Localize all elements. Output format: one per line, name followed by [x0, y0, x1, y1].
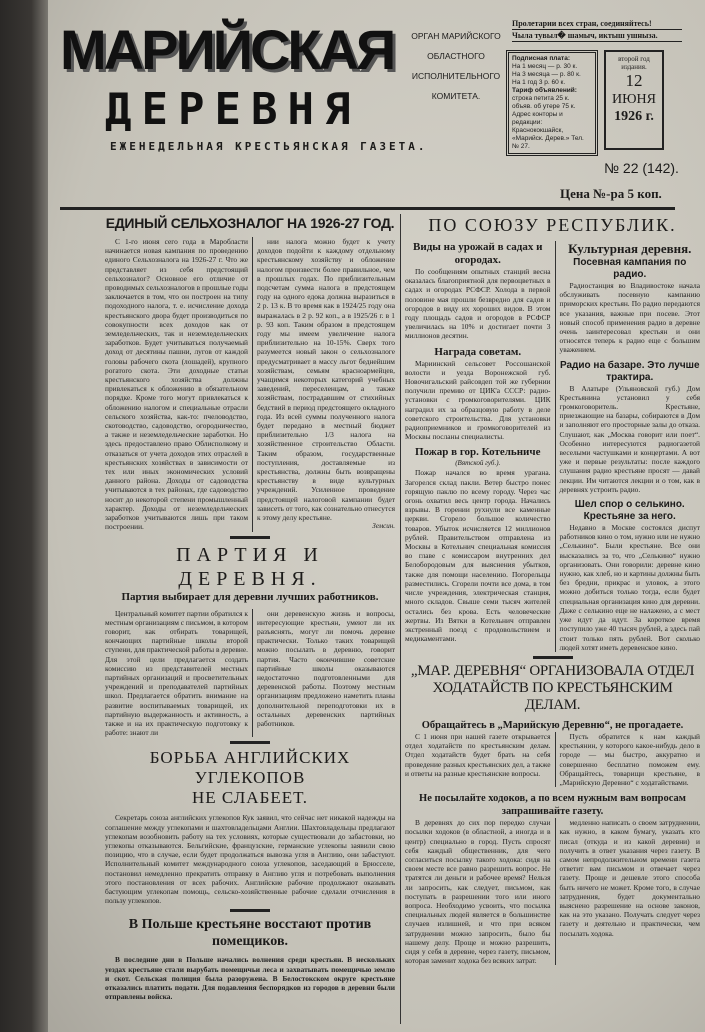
fire-place: (Вятской губ.). [455, 459, 501, 468]
petitions-text: Пусть обратится к нам каждый крестьянин, у которого какое-нибудь дело в городе — мы быстро, аккуратно и совершенно бесплатно поможем ему. Обращайтесь, товарищи крестьяне, в „Марийскую Деревню“ с ходатайствами. [559, 731, 700, 787]
subscription-box [506, 50, 598, 156]
petitions-col2 [555, 732, 701, 787]
subscription-line: На 3 месяца — р. 80 к. [512, 71, 581, 78]
award-text-block [405, 359, 551, 442]
subscription-line: Тариф объявлений: [512, 87, 577, 94]
petitions-text: медленно написать о своем затруднении, как нужно, в каком бумагу, указать кто писал (откуда и из какой деревни) и получить в ответ указания через газету. В самом непродолжительном времени газета ответит вам письмом и отвечает через газету. Проще и дешевле этого способа быть ничего не может. Кроме того, в случае затруднения, будет документально выяснено разрешение на основе законов, как на это указано. Получать следует через газету и деятельно и практически, чем посылать ходока. [559, 818, 700, 938]
party-columns [105, 609, 395, 738]
tax-text: нии налога можно будет к учету доходов подойти к каждому отдельному крестьянскому хозяйству и обложение налогом произвести более правильное, чем в прошлых годах. По приблизительным подсчетам сумма налога в предстоящем году на одного едока должна выразиться в 2 р. 13 к. В то время как в 1924/25 году она выражалась в 2 р. 92 коп., а в 1925/26 г. в 1 р. 93 коп. Таким образом в предстоящем году мы имеем увеличение налога приблизительно на 10-15%. Сверх того разумеется новый закон о сельхозналоге предусматривает в массу льгот беднейшим хозяйствам, семьям красноармейцев, учащимся некоторых категорий учебных заведений, переселенцам, а также хозяйствам, пострадавшим от стихийных бедствий в период предстоящего окладного года. Из всей суммы полученного налога будет передано в местный бюджет приблизительно 1/3 налога на хозяйственное строительство Области. Таким образом, государственные поступления, доставляемые из крестьянства, должны быть возвращены крестьянству в виде культурных учреждений. Усиленное проведение предстоящей налоговой кампании будет зависеть от того, как сознательно отнесутся к этому делу крестьяне. [257, 237, 395, 523]
poland-headline-line: помещиков. [211, 934, 289, 950]
section-rule [230, 741, 270, 744]
subscription-line: Подписная плата: [512, 55, 570, 62]
radio-sowing-headline: Посевная кампания по радио. [573, 257, 687, 280]
date-box [604, 50, 664, 150]
petitions-col3 [405, 818, 551, 965]
miners-headline-line: НЕ СЛАБЕЕТ. [191, 788, 309, 808]
fire-text-block [405, 468, 551, 643]
miners-text: Секретарь союза английских углекопов Кук заявил, что сейчас нет никакой надежды на соглашение между углекопами и шахтовладельцами Англии. Шахтовладельцы предлагают углекопам возобновить работу на тех условиях, которые существовали до забастовки, но углекопы отказываются. Бельгийские, французские, германские углекопы заявили свою позицию, что в случае, если будет продолжаться вывозка угля в Англию, они забастуют. Исполнительный комитет международного союза углекопов, заседающий в Брюсселе, постановил немедленно прекратить отправку в Англию угля и потребовать выполнения этого постановления от всех рабочих. Английские рабочие продолжают оказывать бастующим углекопам помощь, сельско-хозяйственные рабочие сделали отчисления в пользу углекопов. [105, 813, 395, 906]
tax-headline: ЕДИНЫЙ СЕЛЬХОЗНАЛОГ НА 1926-27 ГОД. [105, 215, 395, 231]
tax-col1 [105, 237, 248, 532]
subscription-line: Адрес конторы и редакции: Краснококшайск, «Марийск. Дерев.» Тел. № 27. [512, 111, 584, 150]
radio-sowing-text-block [560, 281, 701, 355]
radio-sowing-text: Радиостанция во Владивостоке начала обслуживать посевную кампанию приморских крестьян. По радио передаются все указания, важные при посеве. Этот новый способ применения радио в деревне очень заинтересовал крестьян и они относятся теперь к радио еще с большим уважением. [559, 281, 700, 355]
miners-text-block [105, 813, 395, 905]
slogan-mari: Чыла тувыл� шамыч, иктыш ушныза. [512, 30, 682, 42]
left-column [105, 214, 395, 1001]
tax-text: С 1-го июня сего года в Маробласти начинается новая кампания по проведению единого Сельхозналога на 1926-27 г. Что же представляет из себя предстоящий сельхозналог? Основное его отличие от проводимых сельхозналогов в прошлые годы заключается в том, что он построен на типу подоходного налога, т. е. исчисление дохода крестьянского двора будет производиться по совокупности всех доходов как от земледельческих, так и неземледельческих заработков. Будет учитываться получаемый доход от десятины пашни, лугов от каждой головы рабочего скота (лошадей), крупного рогатого скота. Эти доходные статьи крестьянского хозяйства должны привлекаться к обложению в обязательном порядке. Кроме того могут привлекаться к обложению налогом и специальные отрасли сельского хозяйства, как-то: пчеловодство, скотоводство, садоводство, огородничество, а также и неземледельческие заработки. Но здесь предоставлено право Облисполкому и отказаться от учета доходов этих отраслей в крестьянских хозяйствах в зависимости от тех или иных экономических условий данного района. Доходы от садоводства учитываются в тех районах, где садоводство носит до некоторой степени промышленный характер. Доходы от неземледельческих заработков учитываются лишь при таком построении. [105, 237, 248, 532]
radio-bazaar-text-block [560, 384, 701, 494]
petitions-text: С 1 июня при нашей газете открывается отдел ходатайств по крестьянским делам. Отдел ходатайств будет брать на себя проведение разных крестьянских дел, а также и ответы на разные крестьянские вопросы. [405, 731, 551, 778]
tax-signature: Земсин. [372, 522, 395, 531]
harvest-headline: Виды на урожай в садах и огородах. [413, 241, 543, 266]
party-subheadline: Партия выбирает для деревни лучших работников. [121, 590, 379, 603]
union-headline: ПО СОЮЗУ РЕСПУБЛИК. [428, 215, 677, 235]
union-subcolumn [405, 241, 551, 652]
petitions-subheadline-2: Не посылайте ходоков, а по всем нужным вам вопросам запрашивайте газету. [419, 793, 686, 818]
petitions-headline [405, 663, 700, 714]
petitions-columns [405, 732, 700, 787]
party-text: они деревенскую жизнь и вопросы, интересующие крестьян, умеют ли их разъяснять, могут ли помочь деревне практически. Только таких товарищей можно посылать в деревню, говорит партия. Часто окончившие советские партийные школы оказываются недостаточно подготовленными для деревенской работы. Поэтому местным организациям предложено наметить планы дополнительной переподготовки их в остальных деревенских партийных работников. [257, 608, 395, 728]
issue-number: № 22 (142). [604, 160, 679, 176]
issue-price: Цена №-ра 5 коп. [560, 186, 662, 201]
slogan-russian: Пролетарии всех стран, соединяйтесь! [512, 18, 682, 30]
masthead-rule [60, 207, 675, 210]
organ-line: КОМИТЕТА. [431, 91, 481, 101]
harvest-text: По сообщениям опытных станций весна оказалась благоприятной для первоцветных в садах и огородах РСФСР. Холода в первой половине мая прошли безвредно для садов и огородов в виду их хороших видов. В этом году площадь садов и огородов в РСФСР увеличилась на 10% и достигает почти 3 миллионов десятин. [405, 267, 551, 341]
date-day: 12 [625, 71, 643, 90]
masthead-tagline: ЕЖЕНЕДЕЛЬНАЯ КРЕСТЬЯНСКАЯ ГАЗЕТА. [110, 140, 428, 153]
masthead-title-line1: МАРИЙСКАЯ [60, 18, 394, 81]
subscription-line: строка петита 25 к. [512, 95, 570, 102]
section-rule [230, 536, 270, 539]
poland-headline [105, 916, 395, 950]
union-columns [405, 241, 700, 652]
section-rule [230, 909, 270, 912]
poland-headline-line: В Польше крестьяне восстают против [128, 917, 372, 933]
right-column [405, 214, 700, 965]
subscription-line: На 1 год 3 р. 60 к. [512, 79, 566, 86]
petitions-columns-2 [405, 818, 700, 965]
poland-text: В последние дни в Польше начались волнения среди крестьян. В нескольких уездах крестьяне стали вырубать помещичьи леса и захватывать помещичью землю и скот. Сельская полиция была разоружена. В Белостокском округе крестьяне отказались платить подати. Для подавления беспорядков из городов в деревни были отправлены войска. [105, 955, 395, 1002]
organ-line: ОБЛАСТНОГО [427, 51, 485, 61]
radio-bazaar-text: В Алатыре (Ульяновской губ.) Дом Крестьянина установил у себя громкоговоритель. Крестьяне, приезжающие на базары, собираются в Дом и заполняют его просторные залы до отказа. Слушают, как „Москва говорит или поет“. Особенно интересуются радиогазетой веселыми частушками и концертами. А вот уже и первые результаты: после каждого слушания радио крестьяне просят — давай лекции. Им читаются лекции и о том, как в деревнях устроить радио. [559, 383, 700, 494]
masthead-organ [408, 26, 504, 106]
selkino-headline: Шел спор о селькино. Крестьяне за него. [574, 499, 685, 523]
fire-headline: Пожар в гор. Котельниче [415, 446, 541, 459]
year-of-publication: второй год издания. [618, 55, 650, 71]
party-text: Центральный комитет партии обратился к местным организациям с письмом, в котором говорит, как отбирать товарищей, кончающих партийные школы второй ступени, для практической работы в деревне. Для этой цели предлагается создать комиссию из представителей местных партийных организаций и просветительных учреждений и преподавателей партийных школ. Предлагается обратить внимание на развитие воспитываемых товарищей, их партийную выдержанность и активность, а также и на их практическую подготовку к работе: знают ли [105, 608, 248, 738]
petitions-col1 [405, 732, 551, 787]
subscription-line: На 1 месяц — р. 30 к. [512, 63, 578, 70]
petitions-subheadline: Обращайтесь в „Марийскую Деревню“, не прогадаете. [421, 719, 684, 731]
subscription-line: объяв. об утере 75 к. [512, 103, 576, 110]
date-month: ИЮНЯ [612, 92, 656, 107]
radio-bazaar-headline: Радио на базаре. Это лучше трактира. [559, 359, 700, 383]
selkino-text: Недавно в Москве состоялся диспут работников кино о том, нужно или не нужно „Селькино“. Были крестьяне. Все они высказались за то, что „Селькино“ нужно организовать. Они говорили: деревне кино нужно, как хлеб, но и картины должны быть без бредни, прикрас и уловок, а этого можно добиться только тогда, если будет специальная организация кино для деревни. Даже с селькино еще не налажено, а с мест уже идут да идут. За короткое время поступило уже 40 тысяч рублей, а здесь пай стоит только пять рублей. Вот сколько людей хотят иметь деревенское кино. [559, 523, 700, 652]
tax-col2 [252, 237, 395, 532]
selkino-text-block [560, 523, 701, 652]
harvest-text-block [405, 267, 551, 341]
tax-columns [105, 237, 395, 532]
award-headline: Награда советам. [434, 345, 522, 358]
party-headline: ПАРТИЯ И ДЕРЕВНЯ. [176, 543, 324, 590]
petitions-text: В деревнях до сих пор передко случаи посылки ходоков (в областной, а иногда и в центр) специально в город. Пусть спросят себя каждый общественник, для чего согласиться посылку такого ходока: сидя на своем месте все равно разрешить вопрос. Не тратятся ли деньги и рабочее время? Нельзя ли запросить, как следует, письмом, как поступать в разрешении того или иного вопроса. Необходимо усвоить, что посылка специальных людей является в большинстве случаев излишней, и что при всяком затруднении можно запросить, было бы нашему делу. Проще и можно разрешить, сидя у себя в деревне, через газету, письмом, которая заменит ходока без всяких затрат. [405, 818, 551, 966]
miners-headline-line: БОРЬБА АНГЛИЙСКИХ УГЛЕКОПОВ [149, 748, 351, 788]
culture-subcolumn [555, 241, 701, 652]
scan-edge [0, 0, 52, 1032]
masthead-title-line2: ДЕРЕВНЯ [105, 84, 361, 135]
culture-headline: Культурная деревня. [568, 241, 692, 256]
petitions-headline-line: ХОДАТАЙСТВ ПО КРЕСТЬЯНСКИМ ДЕЛАМ. [432, 679, 673, 713]
party-col2 [252, 609, 395, 738]
page-column-divider [400, 214, 401, 1024]
party-col1 [105, 609, 248, 738]
date-year: 1926 г. [614, 109, 654, 124]
poland-text-block [105, 955, 395, 1001]
fire-text: Пожар начался во время урагана. Загорелся склад пакли. Ветер быстро понес горящую паклю по всему городу. Через час огонь охватил весь центр города. Начались взрывы. В горении рухнули все каменные церкви. Сгорело большое количество товаров. Убыток исчисляется 12 миллионов рублей. Правительством отправлена из Москвы в Котельнич специальная комиссия во главе с комиссаром внутренних дел Белобородовым для выяснения убытков, также для помощи населению. Погорельцы разместились. Сгорели почти все дома, в том числе учреждения, электрическая станция, много складов. Свыше семи тысяч жителей остались без крова. Есть человеческие жертвы. Из Вятки в Котельнич отправлен экстренный поезд с продовольствием и медикаментами. [405, 468, 551, 644]
section-rule [533, 656, 573, 659]
organ-line: ИСПОЛНИТЕЛЬНОГО [411, 71, 501, 81]
petitions-headline-line: „МАР. ДЕРЕВНЯ“ ОРГАНИЗОВАЛА ОТДЕЛ [410, 662, 695, 679]
award-text: Мариинский сельсовет Россошанской волости и уезда Воронежской губ. Новочигальский райсовдеп той же губернии получили премию от ЦИК'а СССР: радио-установки с громкоговорителями. ЦИК наградил их за образцовую работу в деле советского строительства. Для установки радиоприемников и громкоговорителей из Москвы посланы специалисты. [405, 358, 551, 442]
petitions-col4 [555, 818, 701, 965]
slogan [512, 18, 682, 42]
organ-line: ОРГАН МАРИЙСКОГО [411, 31, 501, 41]
miners-headline [105, 748, 395, 808]
